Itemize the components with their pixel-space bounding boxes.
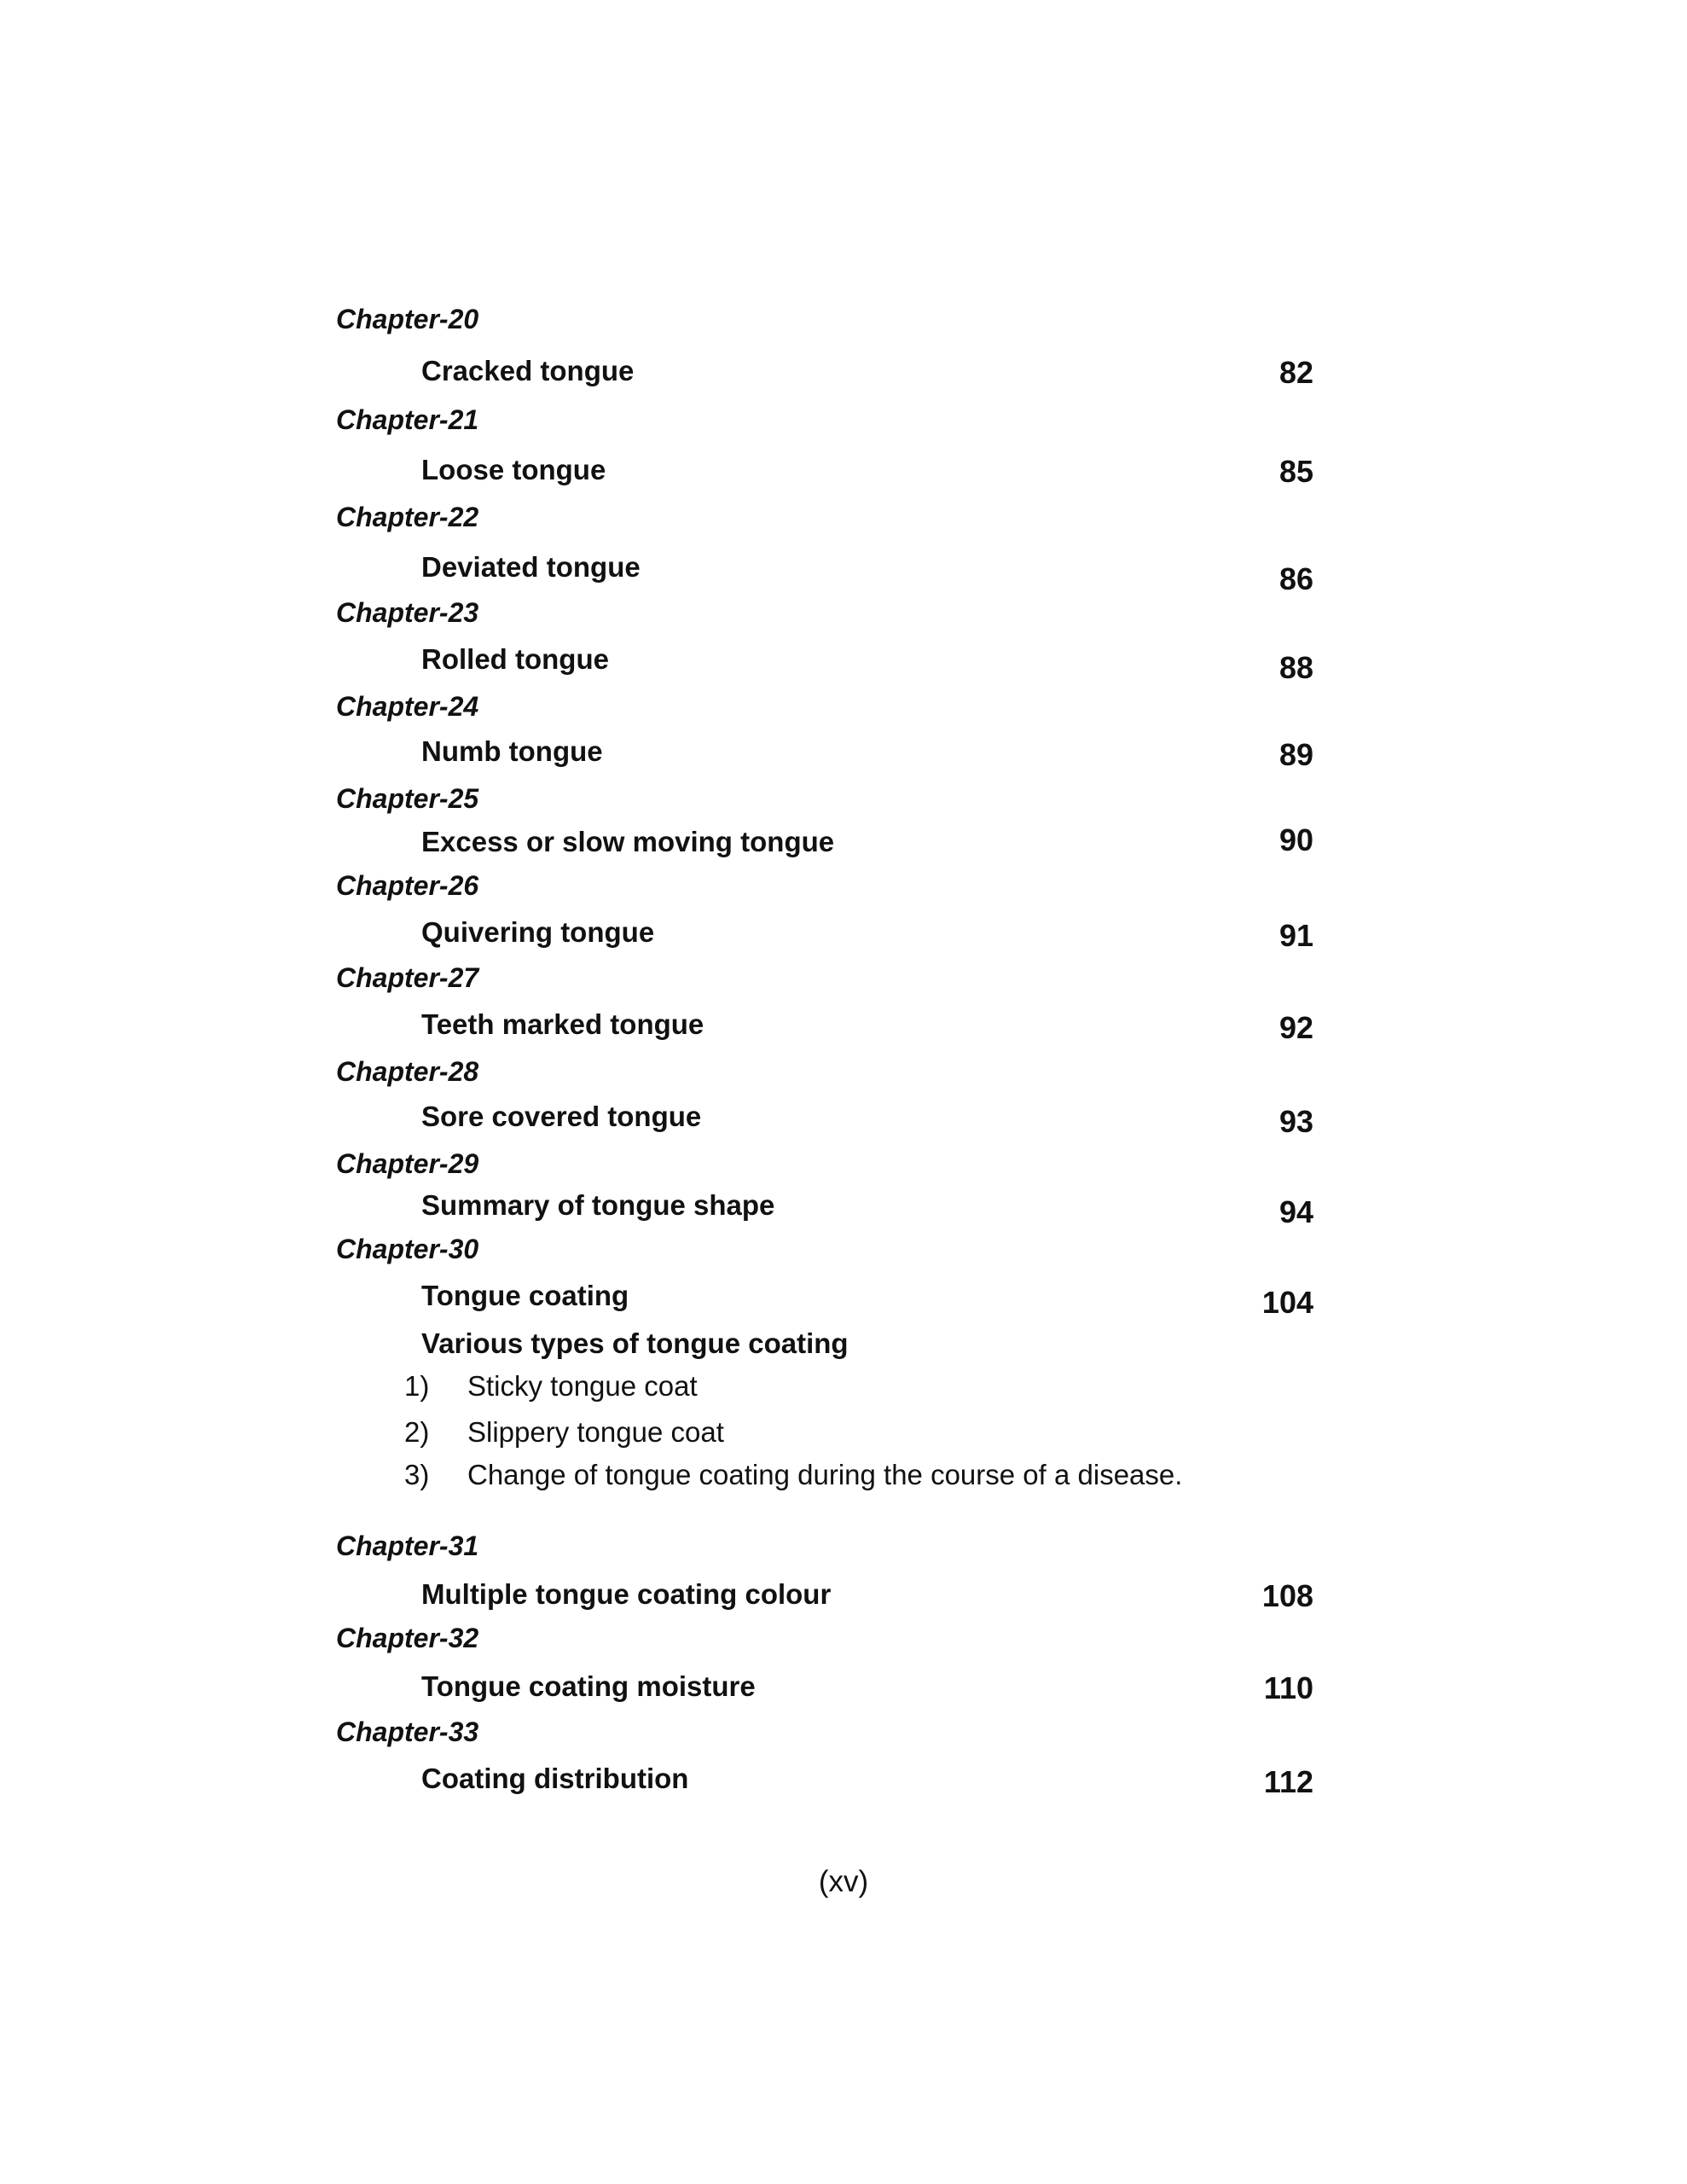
page-number: 92 [1278,1010,1313,1045]
page-number: 86 [1278,561,1313,596]
chapter-title: Tongue coating moisture [421,1670,756,1702]
list-item: Change of tongue coating during the course of a disease. [467,1459,1183,1490]
list-item: Slippery tongue coat [467,1416,724,1448]
chapter-label: Chapter-33 [336,1716,479,1747]
chapter-title: Multiple tongue coating colour [421,1578,832,1610]
page-number: 93 [1278,1104,1313,1139]
chapter-label: Chapter-30 [336,1234,479,1264]
page-number: 104 [1261,1285,1313,1320]
chapter-label: Chapter-26 [336,870,479,901]
list-item-number: 1) [404,1370,430,1402]
page-folio: (xv) [818,1865,869,1898]
chapter-title: Excess or slow moving tongue [421,826,835,857]
chapter-title: Coating distribution [421,1763,689,1794]
chapter-title: Tongue coating [421,1280,629,1311]
page-number: 94 [1278,1194,1313,1229]
chapter-label: Chapter-24 [336,691,479,722]
chapter-label: Chapter-28 [336,1056,479,1087]
chapter-label: Chapter-22 [336,502,479,532]
page-number: 89 [1278,737,1313,772]
page-number: 85 [1278,454,1313,489]
chapter-title: Summary of tongue shape [421,1189,775,1221]
chapter-label: Chapter-23 [336,597,479,628]
chapter-label: Chapter-29 [336,1148,479,1179]
page-number: 108 [1261,1578,1313,1613]
page-number: 88 [1278,650,1313,685]
page-number: 82 [1278,355,1313,390]
list-item-number: 3) [404,1459,430,1490]
list-item-number: 2) [404,1416,430,1448]
chapter-label: Chapter-20 [336,304,479,334]
list-item: Sticky tongue coat [467,1370,698,1402]
chapter-title: Rolled tongue [421,643,609,675]
chapter-title: Deviated tongue [421,551,641,583]
chapter-label: Chapter-31 [336,1531,479,1561]
chapter-title: Sore covered tongue [421,1101,702,1132]
chapter-label: Chapter-25 [336,783,479,814]
page-number: 90 [1278,822,1313,857]
chapter-title: Loose tongue [421,454,606,485]
chapter-label: Chapter-32 [336,1623,479,1653]
page-number: 110 [1263,1670,1313,1705]
chapter-title: Quivering tongue [421,916,655,948]
page-number: 112 [1263,1764,1313,1799]
chapter-title: Teeth marked tongue [421,1008,704,1040]
subsection-heading: Various types of tongue coating [421,1327,849,1359]
chapter-title: Cracked tongue [421,355,635,386]
page-number: 91 [1278,918,1313,953]
chapter-label: Chapter-21 [336,404,479,435]
chapter-title: Numb tongue [421,735,603,767]
chapter-label: Chapter-27 [336,962,479,993]
